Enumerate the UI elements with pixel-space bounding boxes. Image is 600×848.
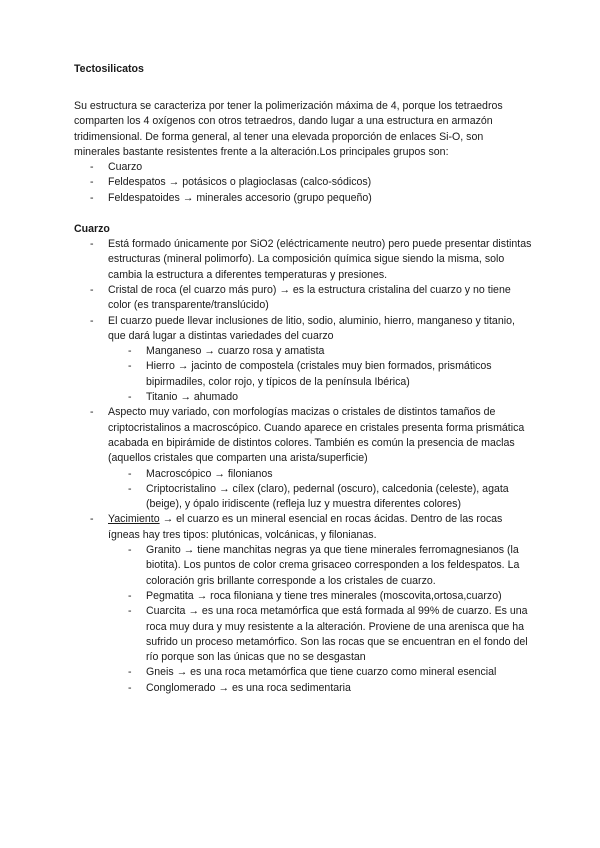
intro-paragraph: Su estructura se caracteriza por tener la polimerización máxima de 4, porque los tetraedros comparten los 4 oxígenos con otros tetraedros, dando lugar a una estructura en armazón tridimensional. De forma general, al tener una elevada proporción de enlaces Si-O, son minerales bastante resistentes frente a la alteración.Los principales grupos son:	[74, 100, 503, 158]
inclusiones-text: El cuarzo puede llevar inclusiones de litio, sodio, aluminio, hierro, manganeso y titanio, que dará lugar a distintas variedades del cuarzo	[108, 314, 515, 342]
aspecto-text: Aspecto muy variado, con morfologías macizas o cristales de distintos tamaños de criptocristalinos a macroscópico. Cuando aparece en cristales presenta forma prismática acabada en bipirámide de distintos colores. También es común la presencia de maclas (aquellos cristales que comparten una arista/superficie)	[108, 406, 525, 465]
list-item: - Gneis → es una roca metamórfica que tiene cuarzo como mineral esencial	[126, 665, 534, 680]
list-item: - Granito → tiene manchitas negras ya que tiene minerales ferromagnesianos (la biotita). Los puntos de color crema grisaceo corresponden a los feldespatos. La coloración gris brillante corresponde a los cristales de cuarzo.	[126, 543, 534, 589]
list-item: - Cuarzo	[74, 160, 534, 175]
groups-list	[74, 160, 534, 206]
list-item-yacimiento	[74, 512, 534, 696]
list-item: - Titanio → ahumado	[126, 390, 534, 405]
list-item: - Hierro → jacinto de compostela (cristales muy bien formados, prismáticos bipirmadiles, color rojo, y típicos de la península Ibérica)	[126, 359, 534, 390]
rocas-list	[126, 543, 534, 696]
aspecto-sublist	[126, 467, 534, 513]
list-item: - Feldespatoides → minerales accesorio (grupo pequeño)	[74, 191, 534, 206]
list-item: - Cuarcita → es una roca metamórfica que está formada al 99% de cuarzo. Es una roca muy dura y muy resistente a la alteración. Proviene de una arenisca que ha sufrido un proceso metamórfico. Son las rocas que se encuentran en el fondo del río porque son las únicas que no se desgastan	[126, 604, 534, 665]
list-item: - Criptocristalino → cílex (claro), pedernal (oscuro), calcedonia (celeste), agata (beige), y ópalo iridiscente (refleja luz y muestra diferentes colores)	[126, 482, 534, 513]
page-title: Tectosilicatos	[74, 63, 144, 75]
list-item: - Conglomerado → es una roca sedimentaria	[126, 681, 534, 696]
list-item: - Feldespatos → potásicos o plagioclasas (calco-sódicos)	[74, 175, 534, 190]
cuarzo-list	[74, 237, 534, 696]
list-item-inclusiones	[74, 314, 534, 406]
yacimiento-label: Yacimiento	[108, 513, 160, 526]
list-item: - Manganeso → cuarzo rosa y amatista	[126, 344, 534, 359]
yacimiento-text: → el cuarzo es un mineral esencial en rocas ácidas. Dentro de las rocas ígneas hay tres tipos: plutónicas, volcánicas, y filonianas.	[108, 513, 503, 541]
list-item: - Cristal de roca (el cuarzo más puro) → es la estructura cristalina del cuarzo y no tiene color (es transparente/translúcido)	[74, 283, 534, 314]
list-item: - Está formado únicamente por SiO2 (eléctricamente neutro) pero puede presentar distintas estructuras (mineral polimorfo). La composición química sigue siendo la misma, solo cambia la estructura a diferentes temperaturas y presiones.	[74, 237, 534, 283]
variedades-list	[126, 344, 534, 405]
list-item-aspecto	[74, 405, 534, 512]
list-item: - Macroscópico → filonianos	[126, 467, 534, 482]
section-heading-cuarzo: Cuarzo	[74, 223, 110, 236]
list-item: - Pegmatita → roca filoniana y tiene tres minerales (moscovita,ortosa,cuarzo)	[126, 589, 534, 604]
document-page	[74, 62, 534, 696]
